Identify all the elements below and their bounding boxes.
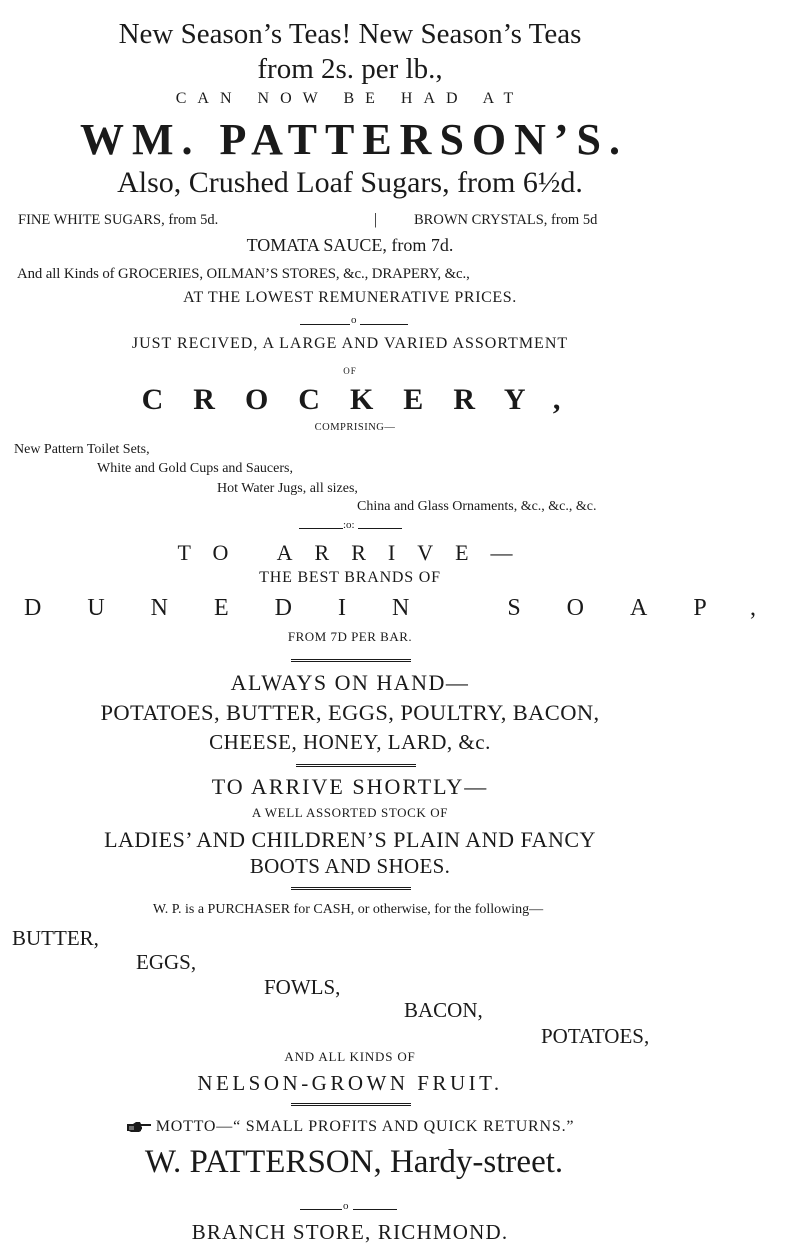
shortly-line-1: LADIES’ AND CHILDREN’S PLAIN AND FANCY (104, 827, 596, 852)
purchaser-item: BUTTER, (12, 926, 99, 950)
sugars-headline: Also, Crushed Loaf Sugars, from 6½d. (117, 166, 583, 199)
purchaser-item: BACON, (404, 998, 483, 1022)
divider (291, 1103, 411, 1106)
purchaser-item: FOWLS, (264, 975, 341, 999)
motto-line (0, 1119, 700, 1135)
purchaser-item: EGGS, (136, 950, 197, 974)
divider (300, 1209, 342, 1210)
all-kinds-of: AND ALL KINDS OF (284, 1049, 416, 1064)
headline-teas: New Season’s Teas! New Season’s Teas (118, 18, 582, 50)
nelson-fruit: NELSON-GROWN FRUIT. (197, 1071, 503, 1095)
purchaser-item: POTATOES, (541, 1024, 650, 1048)
divider (291, 659, 411, 662)
crockery-item: New Pattern Toilet Sets, (14, 442, 150, 457)
crockery-comprising: COMPRISING— (314, 422, 396, 433)
headline-can-now: CAN NOW BE HAD AT (175, 90, 525, 107)
crockery-item: White and Gold Cups and Saucers, (97, 461, 293, 476)
on-hand-line-2: CHEESE, HONEY, LARD, &c. (209, 730, 491, 754)
crockery-title: CROCKERY, (141, 383, 591, 416)
tomata-sauce-price: TOMATA SAUCE, from 7d. (246, 235, 454, 255)
divider-mark: :o: (343, 519, 355, 531)
groceries-line: And all Kinds of GROCERIES, OILMAN’S STORES, &c., DRAPERY, &c., (17, 266, 470, 282)
divider (353, 1209, 397, 1210)
divider (360, 324, 408, 325)
soap-best-brands: THE BEST BRANDS OF (259, 569, 441, 586)
soap-price: FROM 7D PER BAR. (287, 629, 413, 644)
purchaser-intro: W. P. is a PURCHASER for CASH, or otherwise, for the following— (152, 902, 544, 917)
shortly-stock: A WELL ASSORTED STOCK OF (251, 805, 449, 820)
on-hand-heading: ALWAYS ON HAND— (230, 670, 470, 695)
divider-mark: o (351, 314, 357, 326)
shortly-line-2: BOOTS AND SHOES. (249, 854, 451, 878)
soap-to-arrive: TO ARRIVE— (177, 540, 535, 565)
crockery-item: China and Glass Ornaments, &c., &c., &c. (357, 499, 597, 514)
divider (296, 764, 416, 767)
crockery-of: OF (343, 366, 357, 376)
white-sugars-price: FINE WHITE SUGARS, from 5d. (18, 212, 219, 228)
divider-mark: o (343, 1200, 349, 1212)
divider (291, 887, 411, 890)
crockery-item: Hot Water Jugs, all sizes, (217, 481, 358, 496)
footer-name: W. PATTERSON, Hardy-street. (144, 1144, 564, 1180)
crockery-intro: JUST RECIVED, A LARGE AND VARIED ASSORTMENT (131, 335, 569, 352)
motto-text: MOTTO—“ SMALL PROFITS AND QUICK RETURNS.” (155, 1118, 575, 1135)
brown-crystals-price: BROWN CRYSTALS, from 5d (414, 212, 598, 228)
headline-price: from 2s. per lb., (257, 53, 443, 85)
soap-title: DUNEDIN SOAP, (24, 595, 802, 621)
lowest-prices: AT THE LOWEST REMUNERATIVE PRICES. (183, 289, 517, 306)
divider (300, 324, 350, 325)
on-hand-line-1: POTATOES, BUTTER, EGGS, POULTRY, BACON, (100, 700, 600, 725)
price-separator: | (374, 211, 378, 228)
branch-store: BRANCH STORE, RICHMOND. (191, 1220, 509, 1244)
divider (299, 528, 343, 529)
divider (358, 528, 402, 529)
shortly-heading: TO ARRIVE SHORTLY— (211, 774, 489, 799)
pointing-hand-icon (126, 1121, 152, 1133)
merchant-name: WM. PATTERSON’S. (79, 115, 629, 164)
